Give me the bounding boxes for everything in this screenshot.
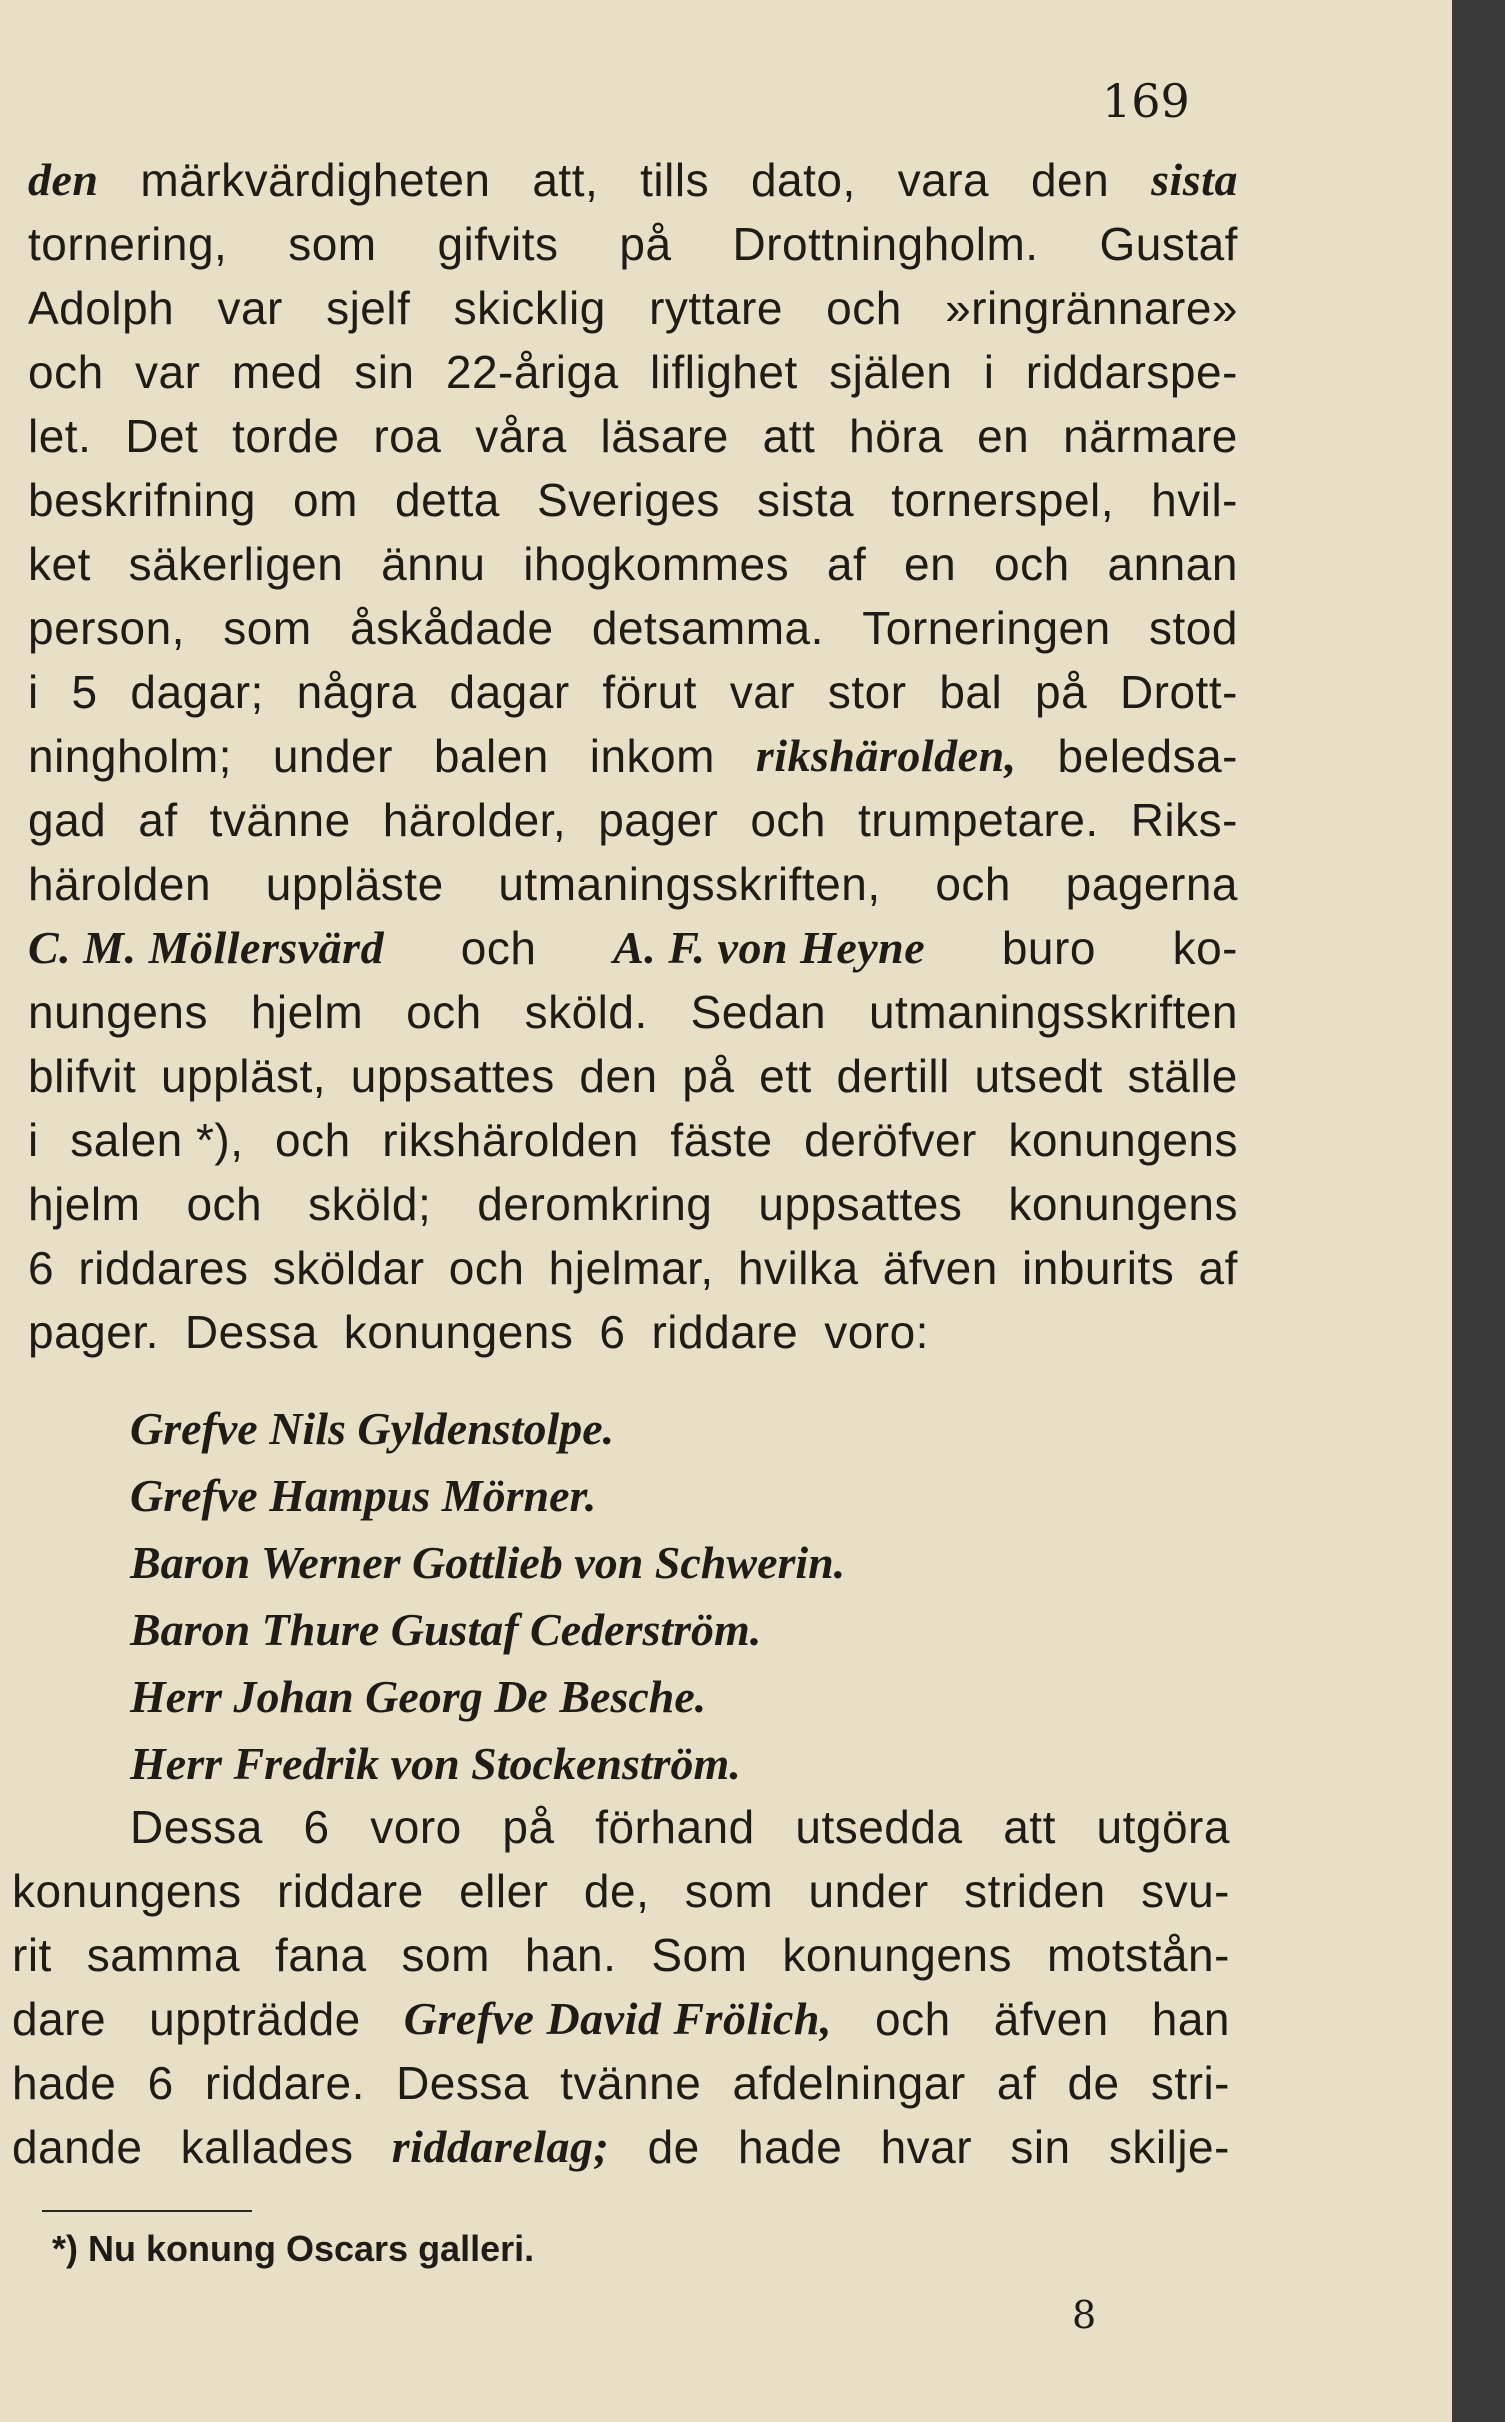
word: utsedda	[795, 1801, 963, 1853]
word: ett	[759, 1050, 812, 1102]
knight-name: Grefve Hampus Mörner.	[130, 1470, 597, 1521]
word: att	[1003, 1801, 1056, 1853]
word: A. F. von Heyne	[613, 922, 926, 973]
word: utgöra	[1096, 1801, 1230, 1853]
word: 22-åriga	[445, 346, 619, 398]
text-line	[28, 212, 1238, 276]
word: pagerna	[1065, 858, 1238, 910]
word: några	[296, 666, 417, 718]
word: konungens	[782, 1929, 1013, 1981]
word: Dessa	[130, 1801, 263, 1853]
word: sköld;	[308, 1178, 432, 1230]
word: uppsattes	[350, 1050, 555, 1102]
word: sköld.	[524, 986, 648, 1038]
word: eller	[459, 1865, 549, 1917]
word: konungens	[1008, 1114, 1238, 1166]
word: Gustaf	[1099, 218, 1238, 270]
word: de	[647, 2121, 700, 2173]
word: tornering,	[28, 218, 228, 270]
word: utmaningsskriften	[868, 986, 1238, 1038]
word: var	[135, 346, 201, 398]
word: stod	[1149, 602, 1238, 654]
word: trumpetare.	[858, 794, 1099, 846]
word: buro	[1001, 922, 1096, 974]
word: konungens	[1008, 1178, 1238, 1230]
word: konungens	[343, 1306, 574, 1358]
text-line	[12, 1923, 1230, 1987]
word: pager	[598, 794, 719, 846]
word: voro	[370, 1801, 462, 1853]
word: sista	[757, 474, 855, 526]
word: på	[682, 1050, 735, 1102]
word: roa	[373, 410, 442, 462]
word: var	[729, 666, 796, 718]
word: hade	[737, 2121, 843, 2173]
word: härolden	[28, 858, 212, 910]
word: äfven	[882, 1242, 998, 1294]
word: nungens	[28, 986, 208, 1038]
word: Grefve David Frölich,	[403, 1993, 833, 2044]
text-line	[28, 1236, 1238, 1300]
word: Dessa	[184, 1306, 318, 1358]
word: ket	[28, 538, 91, 590]
word: 6	[303, 1801, 330, 1853]
word: om	[293, 474, 358, 526]
word: höra	[849, 410, 944, 462]
word: svu-	[1141, 1865, 1230, 1917]
word: märkvärdigheten	[140, 154, 491, 206]
word: en	[904, 538, 957, 590]
text-line	[28, 276, 1238, 340]
word: våra	[475, 410, 567, 462]
signature-mark: 8	[1072, 2293, 1097, 2337]
word: var	[217, 282, 283, 334]
word: den	[1030, 154, 1110, 206]
word: voro:	[824, 1306, 929, 1358]
word: Torneringen	[862, 602, 1111, 654]
text-line	[28, 852, 1238, 916]
word: som	[401, 1929, 490, 1981]
word: detta	[395, 474, 500, 526]
word: ryttare	[649, 282, 783, 334]
word: riddarelag;	[391, 2121, 610, 2172]
knight-name: Herr Johan Georg De Besche.	[130, 1671, 707, 1722]
word: af	[996, 2057, 1037, 2109]
word: stor	[827, 666, 907, 718]
word: deröfver	[804, 1114, 977, 1166]
word: dagar;	[130, 666, 264, 718]
word: Riks-	[1130, 794, 1238, 846]
word: hvar	[880, 2121, 973, 2173]
page-edge	[1452, 0, 1505, 2422]
knight-name: Herr Fredrik von Stockenström.	[130, 1738, 741, 1789]
word: inburits	[1022, 1242, 1175, 1294]
word: den	[579, 1050, 658, 1102]
text-line	[28, 468, 1238, 532]
word: under	[272, 730, 393, 782]
word: säkerligen	[128, 538, 344, 590]
word: 6	[147, 2057, 174, 2109]
word: i	[28, 666, 39, 718]
word: sin	[1010, 2121, 1071, 2173]
word: 5	[71, 666, 98, 718]
word: tvänne	[560, 2057, 702, 2109]
word: balen	[433, 730, 549, 782]
word: rikshärolden	[382, 1114, 639, 1166]
word: hjelm	[250, 986, 364, 1038]
word: riddarspe-	[1025, 346, 1238, 398]
word: de	[1067, 2057, 1120, 2109]
word: han.	[524, 1929, 617, 1981]
word: Sveriges	[536, 474, 720, 526]
knights-list	[130, 1395, 845, 1797]
word: 6	[599, 1306, 626, 1358]
word: närmare	[1063, 410, 1238, 462]
word: att	[762, 410, 816, 462]
text-line	[28, 596, 1238, 660]
page-number: 169	[1102, 74, 1190, 128]
word: Adolph	[28, 282, 175, 334]
word: liflighet	[650, 346, 798, 398]
word: riddare	[276, 1865, 424, 1917]
word: dato,	[750, 154, 856, 206]
word: med	[231, 346, 323, 398]
word: person,	[28, 602, 185, 654]
knight-name: Baron Werner Gottlieb von Schwerin.	[130, 1537, 846, 1588]
word: och	[826, 282, 902, 334]
text-line	[28, 340, 1238, 404]
word: härolder,	[382, 794, 567, 846]
word: hjelm	[28, 1178, 141, 1230]
word: riddare.	[204, 2057, 365, 2109]
word: den	[28, 154, 99, 205]
word: en	[977, 410, 1030, 462]
word: och	[935, 858, 1011, 910]
word: dare	[12, 1993, 107, 2045]
word: rit	[12, 1929, 52, 1981]
word: gad	[28, 794, 107, 846]
word: af	[826, 538, 867, 590]
word: och	[28, 346, 104, 398]
word: åskådade	[350, 602, 554, 654]
word: deromkring	[477, 1178, 713, 1230]
word: ko-	[1172, 922, 1238, 974]
word: uppträdde	[149, 1993, 361, 2045]
paragraph-main	[28, 148, 1238, 1364]
word: bal	[939, 666, 1003, 718]
word: i	[983, 346, 995, 398]
word: gifvits	[437, 218, 559, 270]
text-line	[28, 1300, 1238, 1364]
word: ihogkommes	[523, 538, 790, 590]
word: kallades	[180, 2121, 354, 2173]
text-line	[28, 980, 1238, 1044]
word: Som	[651, 1929, 748, 1981]
word: som	[223, 602, 312, 654]
footnote-rule	[42, 2210, 252, 2212]
text-line	[28, 916, 1238, 980]
word: Sedan	[690, 986, 827, 1038]
word: beledsa-	[1057, 730, 1238, 782]
word: ännu	[381, 538, 486, 590]
word: hade	[12, 2057, 117, 2109]
word: sköldar	[272, 1242, 425, 1294]
word: 6	[28, 1242, 55, 1294]
word: pager.	[28, 1306, 159, 1358]
word: han	[1151, 1993, 1230, 2045]
text-line	[28, 404, 1238, 468]
text-line	[12, 1859, 1230, 1923]
word: torde	[232, 410, 340, 462]
word: inkom	[589, 730, 715, 782]
text-line	[12, 1795, 1230, 1859]
word: på	[502, 1801, 555, 1853]
word: förhand	[595, 1801, 755, 1853]
word: fana	[275, 1929, 367, 1981]
word: ställe	[1127, 1050, 1238, 1102]
word: Drott-	[1119, 666, 1238, 718]
word: skilje-	[1108, 2121, 1230, 2173]
word: och	[275, 1114, 351, 1166]
word: att,	[532, 154, 599, 206]
word: utsedt	[974, 1050, 1103, 1102]
word: af	[1198, 1242, 1238, 1294]
word: hvilka	[737, 1242, 859, 1294]
word: sjelf	[326, 282, 411, 334]
word: stri-	[1150, 2057, 1230, 2109]
text-line	[28, 1044, 1238, 1108]
text-line	[28, 660, 1238, 724]
word: och	[750, 794, 827, 846]
word: i	[28, 1114, 39, 1166]
text-line	[12, 2115, 1230, 2179]
word: på	[1035, 666, 1088, 718]
knight-name: Baron Thure Gustaf Cederström.	[130, 1604, 762, 1655]
word: uppsattes	[758, 1178, 963, 1230]
word: vara	[897, 154, 990, 206]
word: som	[684, 1865, 774, 1917]
text-line	[28, 1108, 1238, 1172]
word: let.	[28, 410, 92, 462]
word: uppläste	[265, 858, 444, 910]
word: konungens	[12, 1865, 242, 1917]
word: motstån-	[1046, 1929, 1230, 1981]
word: äfven	[993, 1993, 1109, 2045]
word: dertill	[836, 1050, 950, 1102]
footnote: *) Nu konung Oscars galleri.	[52, 2228, 535, 2269]
paragraph-second	[12, 1795, 1230, 2179]
word: de,	[583, 1865, 650, 1917]
word: tills	[640, 154, 710, 206]
word: ningholm;	[28, 730, 232, 782]
word: Det	[125, 410, 199, 462]
word: riddares	[78, 1242, 249, 1294]
text-line	[28, 532, 1238, 596]
word: Dessa	[396, 2057, 529, 2109]
word: af	[138, 794, 178, 846]
word: samma	[86, 1929, 241, 1981]
word: tvänne	[209, 794, 351, 846]
word: uppläst,	[160, 1050, 327, 1102]
word: rikshärolden,	[755, 730, 1017, 781]
text-line	[12, 1987, 1230, 2051]
word: »ringrännare»	[945, 282, 1238, 334]
word: riddare	[651, 1306, 799, 1358]
knight-name: Grefve Nils Gyldenstolpe.	[130, 1403, 615, 1454]
word: beskrifning	[28, 474, 256, 526]
word: tornerspel,	[891, 474, 1115, 526]
word: läsare	[600, 410, 729, 462]
word: fäste	[670, 1114, 773, 1166]
text-line	[12, 2051, 1230, 2115]
word: hvil-	[1151, 474, 1238, 526]
word: detsamma.	[591, 602, 824, 654]
word: hjelmar,	[548, 1242, 714, 1294]
text-line	[28, 1172, 1238, 1236]
word: skicklig	[453, 282, 606, 334]
text-line	[28, 724, 1238, 788]
word: och	[875, 1993, 951, 2045]
word: och	[460, 922, 537, 974]
word: och	[406, 986, 482, 1038]
word: Drottningholm.	[732, 218, 1039, 270]
word: sin	[354, 346, 415, 398]
text-line	[28, 788, 1238, 852]
word: på	[619, 218, 672, 270]
word: och	[448, 1242, 525, 1294]
word: blifvit	[28, 1050, 137, 1102]
word: själen	[829, 346, 953, 398]
word: och	[186, 1178, 263, 1230]
word: striden	[964, 1865, 1106, 1917]
word: och	[994, 538, 1070, 590]
word: salen *),	[70, 1114, 244, 1166]
word: sista	[1151, 154, 1238, 205]
word: C. M. Möllersvärd	[28, 922, 385, 973]
word: utmaningsskriften,	[498, 858, 881, 910]
word: annan	[1107, 538, 1238, 590]
word: förut	[602, 666, 697, 718]
word: dande	[12, 2121, 143, 2173]
word: under	[808, 1865, 929, 1917]
text-line	[28, 148, 1238, 212]
word: afdelningar	[732, 2057, 966, 2109]
word: dagar	[449, 666, 570, 718]
word: som	[288, 218, 377, 270]
